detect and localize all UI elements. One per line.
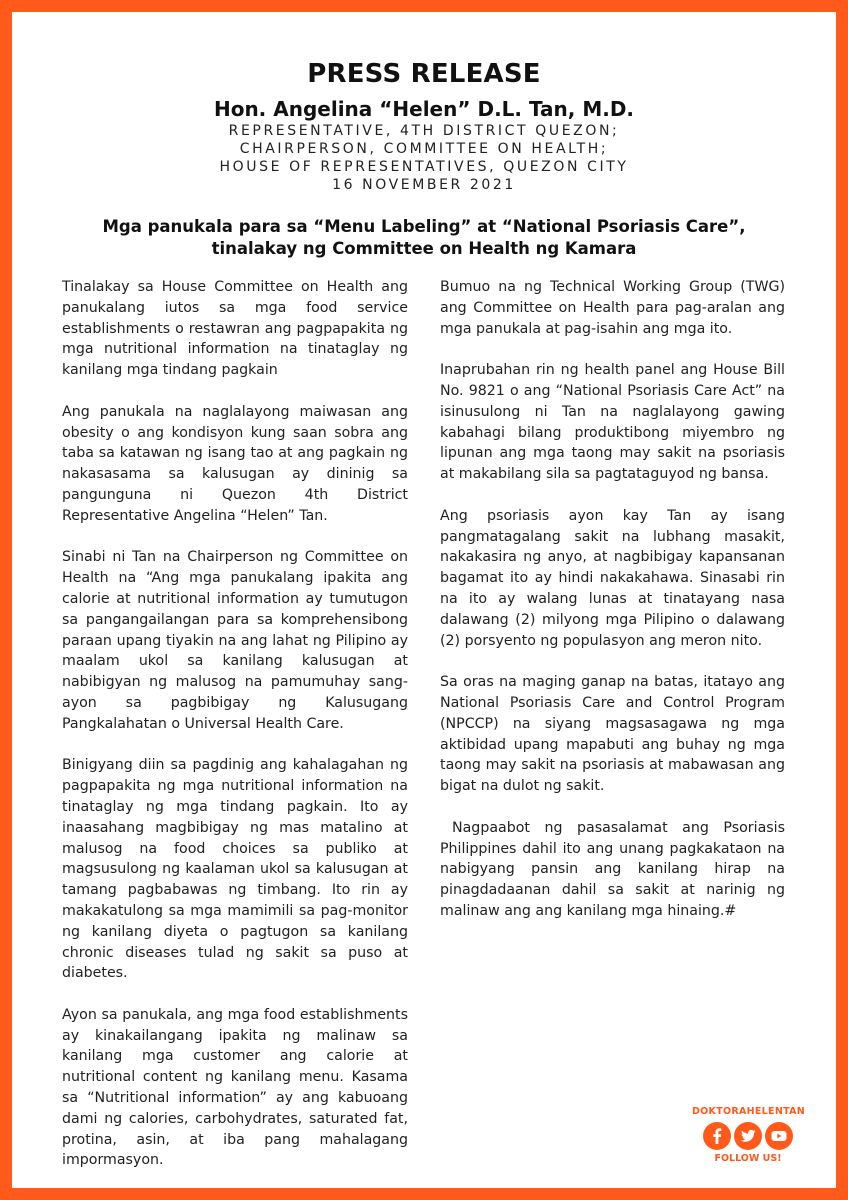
headline-line-1: Mga panukala para sa “Menu Labeling” at “National Psoriasis Care”,	[102, 217, 746, 236]
twitter-icon[interactable]	[734, 1122, 762, 1150]
paragraph: Sinabi ni Tan na Chairperson ng Committee on Health na “Ang mga panukalang ipakita ang calorie at nutritional information ay tumutugon sa pangangailangan para sa komprehensibong paraan upang tiyakin na ang lahat ng Pilipino ay maalam ukol sa kanilang kalusugan at nabibigyan ng malusog na pamumuhay sang-ayon sa pagbibigay ng Kalusugang Pangkalahatan o Universal Health Care.	[62, 549, 408, 732]
youtube-icon[interactable]	[765, 1122, 793, 1150]
paragraph: Ang psoriasis ayon kay Tan ay isang pangmatagalang sakit na lubhang masakit, nakakasira ng anyo, at nagbibigay kapansanan bagamat ito ay hindi nakakahawa. Sinasabi rin na ito ay walang lunas at tinatayang nasa dalawang (2) milyong mga Pilipino o dalawang (2) porsyento ng populasyon ang meron nito.	[440, 507, 785, 649]
press-header	[0, 58, 848, 194]
paragraph: Ang panukala na naglalayong maiwasan ang obesity o ang kondisyon kung saan sobra ang taba sa katawan ng isang tao at ang pagkain ng nakasasama sa kalusugan ay dininig sa pangunguna ni Quezon 4th District Representative Angelina “Helen” Tan.	[62, 403, 408, 524]
headline-line-2: tinalakay ng Committee on Health ng Kamara	[211, 239, 637, 258]
right-column	[440, 277, 785, 943]
paragraph: Bumuo na ng Technical Working Group (TWG) ang Committee on Health para pag-aralan ang mga panukala at pag-isahin ang mga ito.	[440, 279, 785, 337]
paragraph: Binigyang diin sa pagdinig ang kahalagahan ng pagpapakita ng mga nutritional information na tinataglay ng mga tindang pagkain. Ito ay inaasahang magbibigay ng mas matalino at malusog na food choices sa publiko at magsusulong ng kaalaman ukol sa kalusugan at tamang pagbabawas ng timbang. Ito rin ay makakatulong sa mga mamimili sa pag-monitor ng kanilang diyeta o pagtugon sa kanilang chronic diseases tulad ng sakit sa puso at diabetes.	[62, 757, 408, 982]
paragraph: Inaprubahan rin ng health panel ang House Bill No. 9821 o ang “National Psoriasis Care Act” na isinusulong ni Tan na naglalayong gawing kabahagi bilang produktibong miyembro ng lipunan ang mga taong may sakit na psoriasis at makabilang sila sa pagtataguyod ng bansa.	[440, 362, 785, 483]
house-line: HOUSE OF REPRESENTATIVES, QUEZON CITY	[219, 159, 629, 175]
paragraph: Nagpaabot ng pasasalamat ang Psoriasis Philippines dahil ito ang unang pagkakataon na nabigyang pansin ang kanilang hirap na pinagdadaanan dahil sa sakit at narinig ng malinaw ang ang kanilang mga hinaing.#	[440, 819, 785, 919]
social-handle: DOKTORAHELENTAN	[692, 1106, 806, 1117]
committee-line: CHAIRPERSON, COMMITTEE ON HEALTH;	[239, 141, 609, 157]
representative-name: Hon. Angelina “Helen” D.L. Tan, M.D.	[213, 97, 635, 121]
date-line: 16 NOVEMBER 2021	[332, 177, 516, 193]
follow-us-label: FOLLOW US!	[714, 1153, 782, 1164]
left-column	[62, 277, 408, 1192]
facebook-icon[interactable]	[703, 1122, 731, 1150]
paragraph: Sa oras na maging ganap na batas, itatayo ang National Psoriasis Care and Control Program (NPCCP) na siyang magsasagawa ng mga aktibidad upang mapabuti ang buhay ng mga taong may sakit na psoriasis at mabawasan ang bigat na dulot ng sakit.	[440, 674, 785, 795]
page-title: PRESS RELEASE	[307, 59, 541, 89]
social-icons	[692, 1122, 804, 1150]
social-block	[692, 1106, 804, 1165]
position-line: REPRESENTATIVE, 4TH DISTRICT QUEZON;	[228, 123, 620, 139]
paragraph: Tinalakay sa House Committee on Health ang panukalang iutos sa mga food service establishments o restawran ang pagpapakita ng mga nutritional information na tinataglay ng kanilang mga tindang pagkain	[62, 279, 408, 379]
article-headline	[60, 216, 788, 260]
paragraph: Ayon sa panukala, ang mga food establishments ay kinakailangang ipakita ng malinaw sa kanilang mga customer ang calorie at nutritional content ng kanilang menu. Kasama sa “Nutritional information” ay ang kabuoang dami ng calories, carbohydrates, saturated fat, protina, asin, at iba pang mahalagang impormasyon.	[62, 1006, 408, 1169]
